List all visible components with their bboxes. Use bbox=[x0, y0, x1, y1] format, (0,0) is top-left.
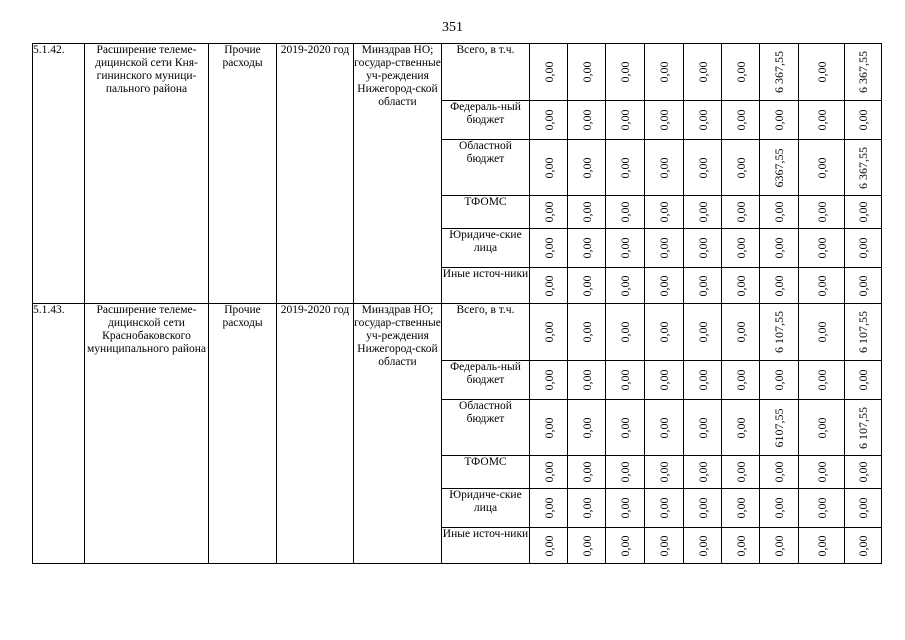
amount-value: 0,00 bbox=[814, 157, 829, 178]
amount-cell bbox=[722, 196, 760, 229]
amount-value: 0,00 bbox=[733, 109, 748, 131]
amount-cell bbox=[606, 528, 645, 564]
amount-cell bbox=[606, 489, 645, 528]
amount-value: 0,00 bbox=[579, 417, 594, 438]
amount-cell bbox=[684, 400, 722, 456]
row-code-cell: 5.1.42. bbox=[33, 44, 85, 304]
amount-value: 6 367,55 bbox=[856, 146, 870, 189]
amount-cell bbox=[530, 528, 568, 564]
amount-value: 0,00 bbox=[856, 461, 870, 483]
amount-cell bbox=[568, 304, 606, 361]
amount-cell bbox=[530, 268, 568, 304]
amount-cell bbox=[645, 400, 684, 456]
amount-cell bbox=[760, 196, 799, 229]
amount-value: 0,00 bbox=[618, 417, 632, 438]
amount-cell bbox=[530, 361, 568, 400]
amount-value: 0,00 bbox=[618, 275, 632, 296]
amount-value: 0,00 bbox=[579, 461, 594, 483]
amount-cell bbox=[568, 528, 606, 564]
amount-value: 6 107,55 bbox=[856, 311, 870, 353]
amount-value: 0,00 bbox=[733, 275, 748, 296]
amount-value: 0,00 bbox=[657, 157, 671, 178]
amount-value: 0,00 bbox=[856, 237, 870, 259]
funding-source-label: Федераль-ный бюджет bbox=[442, 101, 530, 140]
amount-cell bbox=[722, 140, 760, 196]
amount-cell bbox=[845, 268, 882, 304]
amount-cell bbox=[799, 400, 845, 456]
amount-value: 0,00 bbox=[856, 369, 870, 391]
amount-value: 0,00 bbox=[772, 461, 786, 483]
amount-cell bbox=[760, 229, 799, 268]
amount-cell bbox=[760, 528, 799, 564]
amount-value: 0,00 bbox=[541, 109, 556, 131]
amount-cell bbox=[606, 101, 645, 140]
amount-value: 0,00 bbox=[733, 201, 748, 223]
period-cell: 2019-2020 год bbox=[277, 304, 354, 564]
funding-source-label: Юридиче-ские лица bbox=[442, 229, 530, 268]
amount-cell bbox=[645, 101, 684, 140]
amount-cell bbox=[799, 229, 845, 268]
amount-cell bbox=[760, 361, 799, 400]
amount-cell bbox=[845, 361, 882, 400]
amount-value: 0,00 bbox=[814, 61, 829, 83]
amount-cell bbox=[684, 196, 722, 229]
amount-value: 0,00 bbox=[814, 417, 829, 438]
amount-cell bbox=[530, 400, 568, 456]
amount-value: 0,00 bbox=[618, 157, 632, 178]
amount-cell bbox=[645, 44, 684, 101]
period-cell: 2019-2020 год bbox=[277, 44, 354, 304]
amount-cell bbox=[760, 456, 799, 489]
amount-value: 0,00 bbox=[772, 497, 786, 519]
funding-source-label: Юридиче-ские лица bbox=[442, 489, 530, 528]
amount-value: 0,00 bbox=[541, 461, 556, 483]
amount-value: 0,00 bbox=[695, 535, 710, 556]
amount-value: 0,00 bbox=[657, 321, 671, 343]
amount-cell bbox=[722, 44, 760, 101]
amount-value: 0,00 bbox=[541, 237, 556, 259]
amount-cell bbox=[568, 400, 606, 456]
amount-value: 0,00 bbox=[772, 535, 786, 556]
amount-value: 0,00 bbox=[772, 275, 786, 296]
amount-value: 0,00 bbox=[733, 237, 748, 259]
amount-value: 0,00 bbox=[657, 417, 671, 438]
amount-cell bbox=[684, 44, 722, 101]
amount-cell bbox=[799, 489, 845, 528]
amount-value: 0,00 bbox=[579, 237, 594, 259]
amount-cell bbox=[606, 268, 645, 304]
amount-cell bbox=[845, 304, 882, 361]
amount-cell bbox=[845, 400, 882, 456]
amount-value: 0,00 bbox=[733, 461, 748, 483]
amount-value: 0,00 bbox=[856, 535, 870, 556]
amount-value: 6 107,55 bbox=[856, 406, 870, 449]
amount-value: 0,00 bbox=[695, 237, 710, 259]
amount-value: 0,00 bbox=[733, 417, 748, 438]
amount-value: 0,00 bbox=[657, 61, 671, 83]
amount-cell bbox=[845, 101, 882, 140]
amount-cell bbox=[684, 268, 722, 304]
amount-cell bbox=[722, 528, 760, 564]
amount-value: 0,00 bbox=[541, 275, 556, 296]
amount-value: 0,00 bbox=[618, 461, 632, 483]
amount-cell bbox=[530, 229, 568, 268]
amount-value: 0,00 bbox=[579, 157, 594, 178]
amount-value: 0,00 bbox=[814, 201, 829, 223]
amount-value: 0,00 bbox=[618, 369, 632, 391]
amount-cell bbox=[684, 528, 722, 564]
amount-value: 0,00 bbox=[579, 497, 594, 519]
amount-value: 0,00 bbox=[541, 497, 556, 519]
amount-value: 0,00 bbox=[772, 109, 786, 131]
amount-value: 0,00 bbox=[657, 109, 671, 131]
executor-cell: Минздрав НО; государ-ственные уч-реждения Нижегород-ской области bbox=[354, 44, 442, 304]
funding-source-label: Областной бюджет bbox=[442, 140, 530, 196]
amount-value: 0,00 bbox=[772, 369, 786, 391]
amount-cell bbox=[568, 268, 606, 304]
amount-value: 0,00 bbox=[814, 497, 829, 519]
amount-value: 0,00 bbox=[541, 417, 556, 438]
amount-value: 0,00 bbox=[772, 237, 786, 259]
amount-value: 0,00 bbox=[814, 109, 829, 131]
amount-cell bbox=[568, 101, 606, 140]
amount-cell bbox=[722, 400, 760, 456]
amount-cell bbox=[845, 528, 882, 564]
amount-cell bbox=[722, 101, 760, 140]
table-row bbox=[33, 304, 882, 361]
amount-cell bbox=[845, 44, 882, 101]
amount-cell bbox=[799, 456, 845, 489]
amount-value: 0,00 bbox=[579, 109, 594, 131]
amount-value: 0,00 bbox=[695, 275, 710, 296]
amount-cell bbox=[722, 456, 760, 489]
amount-value: 0,00 bbox=[618, 201, 632, 223]
amount-cell bbox=[568, 44, 606, 101]
amount-cell bbox=[568, 140, 606, 196]
amount-cell bbox=[799, 304, 845, 361]
amount-cell bbox=[606, 44, 645, 101]
amount-value: 0,00 bbox=[657, 201, 671, 223]
funding-source-label: Иные источ-ники bbox=[442, 268, 530, 304]
funding-source-label: Всего, в т.ч. bbox=[442, 304, 530, 361]
amount-value: 0,00 bbox=[772, 201, 786, 223]
amount-cell bbox=[845, 229, 882, 268]
amount-cell bbox=[845, 489, 882, 528]
amount-value: 0,00 bbox=[695, 157, 710, 178]
amount-value: 0,00 bbox=[541, 61, 556, 83]
amount-value: 0,00 bbox=[856, 275, 870, 296]
amount-value: 6 107,55 bbox=[772, 311, 786, 353]
amount-value: 0,00 bbox=[657, 275, 671, 296]
funding-source-label: ТФОМС bbox=[442, 196, 530, 229]
amount-value: 0,00 bbox=[695, 417, 710, 438]
funding-source-label: Федераль-ный бюджет bbox=[442, 361, 530, 400]
amount-value: 0,00 bbox=[618, 109, 632, 131]
amount-value: 0,00 bbox=[541, 157, 556, 178]
amount-value: 0,00 bbox=[618, 237, 632, 259]
amount-value: 0,00 bbox=[579, 61, 594, 83]
amount-value: 0,00 bbox=[856, 201, 870, 223]
amount-cell bbox=[568, 456, 606, 489]
amount-cell bbox=[684, 456, 722, 489]
amount-value: 0,00 bbox=[814, 461, 829, 483]
amount-value: 0,00 bbox=[733, 157, 748, 178]
amount-cell bbox=[530, 304, 568, 361]
amount-cell bbox=[845, 456, 882, 489]
amount-value: 0,00 bbox=[657, 369, 671, 391]
amount-value: 0,00 bbox=[733, 497, 748, 519]
amount-cell bbox=[606, 196, 645, 229]
executor-cell: Минздрав НО; государ-ственные уч-реждения Нижегород-ской области bbox=[354, 304, 442, 564]
amount-cell bbox=[645, 140, 684, 196]
row-code-cell: 5.1.43. bbox=[33, 304, 85, 564]
amount-cell bbox=[568, 361, 606, 400]
amount-value: 0,00 bbox=[541, 369, 556, 391]
amount-value: 0,00 bbox=[579, 535, 594, 556]
amount-value: 0,00 bbox=[657, 535, 671, 556]
amount-value: 0,00 bbox=[695, 61, 710, 83]
amount-cell bbox=[645, 268, 684, 304]
amount-cell bbox=[530, 456, 568, 489]
amount-cell bbox=[606, 361, 645, 400]
amount-value: 0,00 bbox=[618, 61, 632, 83]
amount-cell bbox=[606, 400, 645, 456]
amount-value: 0,00 bbox=[695, 497, 710, 519]
amount-value: 0,00 bbox=[814, 321, 829, 343]
amount-cell bbox=[722, 361, 760, 400]
row-name-cell: Расширение телеме-дицинской сети Краснобаковского муниципального района bbox=[85, 304, 209, 564]
amount-value: 0,00 bbox=[579, 321, 594, 343]
amount-cell bbox=[684, 101, 722, 140]
amount-cell bbox=[722, 489, 760, 528]
amount-cell bbox=[530, 196, 568, 229]
amount-value: 0,00 bbox=[618, 497, 632, 519]
expense-type-cell: Прочие расходы bbox=[209, 304, 277, 564]
amount-value: 0,00 bbox=[618, 321, 632, 343]
amount-cell bbox=[606, 140, 645, 196]
amount-cell bbox=[799, 268, 845, 304]
amount-cell bbox=[645, 456, 684, 489]
amount-cell bbox=[760, 44, 799, 101]
amount-value: 0,00 bbox=[579, 275, 594, 296]
amount-value: 0,00 bbox=[579, 201, 594, 223]
amount-cell bbox=[645, 229, 684, 268]
amount-value: 0,00 bbox=[733, 61, 748, 83]
funding-source-label: ТФОМС bbox=[442, 456, 530, 489]
amount-value: 0,00 bbox=[733, 321, 748, 343]
amount-cell bbox=[530, 140, 568, 196]
amount-cell bbox=[722, 268, 760, 304]
amount-cell bbox=[845, 140, 882, 196]
budget-table bbox=[32, 43, 882, 564]
expense-type-cell: Прочие расходы bbox=[209, 44, 277, 304]
amount-cell bbox=[722, 304, 760, 361]
amount-cell bbox=[530, 489, 568, 528]
amount-cell bbox=[799, 196, 845, 229]
amount-cell bbox=[568, 229, 606, 268]
amount-cell bbox=[684, 489, 722, 528]
amount-cell bbox=[722, 229, 760, 268]
amount-cell bbox=[799, 528, 845, 564]
amount-cell bbox=[760, 268, 799, 304]
amount-cell bbox=[760, 140, 799, 196]
amount-cell bbox=[799, 140, 845, 196]
amount-cell bbox=[645, 304, 684, 361]
amount-value: 0,00 bbox=[695, 369, 710, 391]
amount-value: 0,00 bbox=[618, 535, 632, 556]
amount-value: 0,00 bbox=[695, 461, 710, 483]
amount-value: 0,00 bbox=[814, 275, 829, 296]
amount-cell bbox=[645, 489, 684, 528]
amount-cell bbox=[799, 361, 845, 400]
amount-cell bbox=[645, 196, 684, 229]
amount-cell bbox=[530, 44, 568, 101]
amount-value: 0,00 bbox=[814, 369, 829, 391]
amount-value: 6 367,55 bbox=[772, 51, 786, 93]
amount-value: 0,00 bbox=[733, 535, 748, 556]
funding-source-label: Областной бюджет bbox=[442, 400, 530, 456]
amount-cell bbox=[760, 400, 799, 456]
page-number: 351 bbox=[442, 20, 463, 35]
amount-cell bbox=[760, 489, 799, 528]
amount-cell bbox=[568, 196, 606, 229]
amount-value: 0,00 bbox=[856, 497, 870, 519]
amount-value: 0,00 bbox=[541, 321, 556, 343]
amount-cell bbox=[684, 304, 722, 361]
amount-cell bbox=[845, 196, 882, 229]
amount-cell bbox=[530, 101, 568, 140]
amount-value: 0,00 bbox=[695, 321, 710, 343]
amount-value: 0,00 bbox=[733, 369, 748, 391]
amount-cell bbox=[568, 489, 606, 528]
amount-value: 0,00 bbox=[657, 497, 671, 519]
funding-source-label: Всего, в т.ч. bbox=[442, 44, 530, 101]
amount-value: 0,00 bbox=[814, 237, 829, 259]
amount-value: 0,00 bbox=[541, 535, 556, 556]
amount-cell bbox=[684, 140, 722, 196]
amount-cell bbox=[760, 304, 799, 361]
amount-value: 0,00 bbox=[695, 109, 710, 131]
funding-source-label: Иные источ-ники bbox=[442, 528, 530, 564]
amount-value: 0,00 bbox=[657, 237, 671, 259]
amount-value: 0,00 bbox=[541, 201, 556, 223]
table-row bbox=[33, 44, 882, 101]
amount-cell bbox=[684, 361, 722, 400]
amount-cell bbox=[645, 528, 684, 564]
amount-value: 6107,55 bbox=[772, 408, 786, 447]
amount-cell bbox=[606, 229, 645, 268]
amount-cell bbox=[799, 101, 845, 140]
amount-value: 0,00 bbox=[856, 109, 870, 131]
amount-value: 0,00 bbox=[657, 461, 671, 483]
amount-value: 6367,55 bbox=[772, 148, 786, 187]
amount-value: 0,00 bbox=[695, 201, 710, 223]
row-name-cell: Расширение телеме-дицинской сети Кня-гининского муници-пального района bbox=[85, 44, 209, 304]
amount-value: 6 367,55 bbox=[856, 51, 870, 93]
amount-cell bbox=[799, 44, 845, 101]
amount-cell bbox=[606, 456, 645, 489]
amount-value: 0,00 bbox=[579, 369, 594, 391]
amount-cell bbox=[684, 229, 722, 268]
amount-cell bbox=[645, 361, 684, 400]
amount-value: 0,00 bbox=[814, 535, 829, 556]
amount-cell bbox=[760, 101, 799, 140]
amount-cell bbox=[606, 304, 645, 361]
